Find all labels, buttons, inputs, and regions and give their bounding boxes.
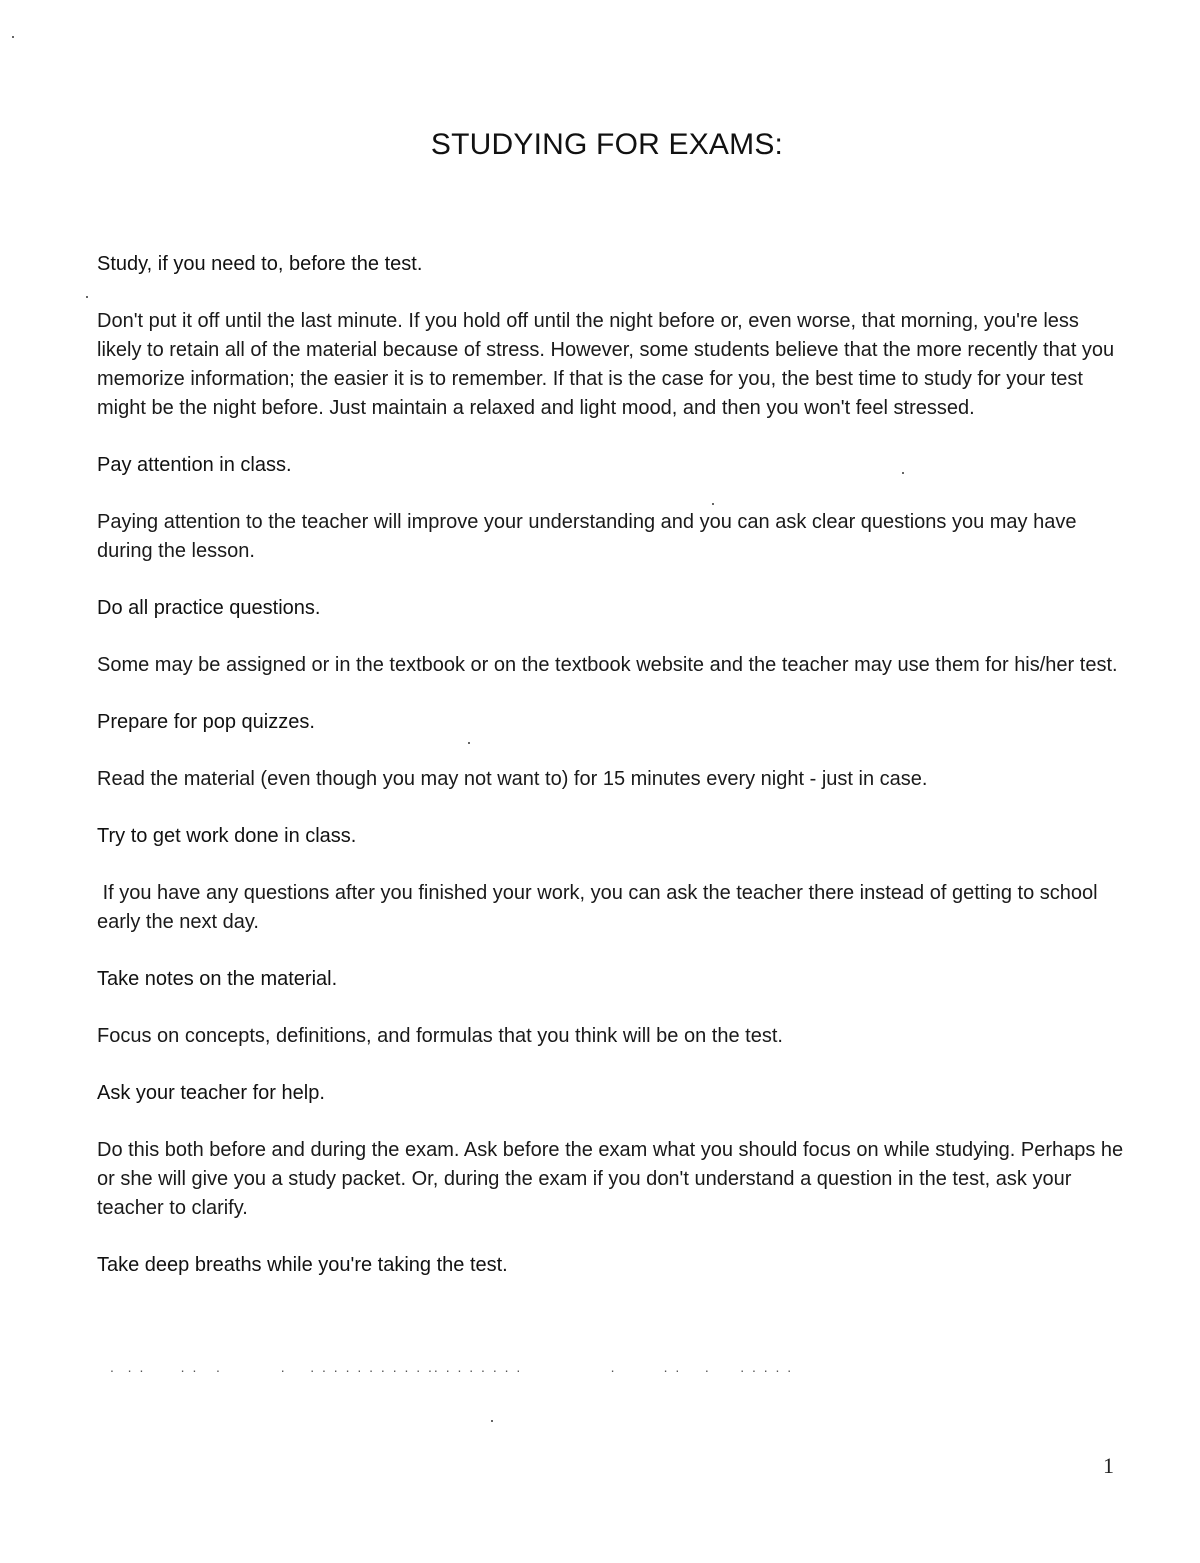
scan-noise-dots: . . . . . . . . . . . . . . . . . .. . . . . . . . . . . . . . . . .: [110, 1359, 794, 1375]
document-title: STUDYING FOR EXAMS:: [430, 128, 784, 161]
section-body: Do this both before and during the exam. Ask before the exam what you should focus on while studying. Perhaps he or she will give you a study packet. Or, during the exam if you don't understand a question in the test, ask your teacher to clarify.: [97, 1139, 1124, 1219]
section-heading: Take notes on the material.: [97, 968, 338, 990]
document-body: [97, 250, 1127, 1308]
section-heading: Ask your teacher for help.: [97, 1082, 325, 1104]
section-heading: Take deep breaths while you're taking the test.: [97, 1254, 508, 1276]
section-body: Focus on concepts, definitions, and formulas that you think will be on the test.: [97, 1025, 783, 1047]
section-heading: Prepare for pop quizzes.: [97, 711, 315, 733]
section-body: Paying attention to the teacher will improve your understanding and you can ask clear questions you may have during the lesson.: [97, 511, 1077, 562]
scan-speck: [468, 742, 470, 744]
section-heading: Study, if you need to, before the test.: [97, 253, 423, 275]
scan-speck: [86, 296, 88, 298]
section-body: Don't put it off until the last minute. If you hold off until the night before or, even worse, that morning, you're less likely to retain all of the material because of stress. However, some students believe that the more recently that you memorize information; the easier it is to remember. If that is the case for you, the best time to study for your test might be the night before. Just maintain a relaxed and light mood, and then you won't feel stressed.: [97, 310, 1115, 419]
scan-speck: [712, 503, 714, 505]
section-body: Read the material (even though you may not want to) for 15 minutes every night - just in case.: [97, 768, 928, 790]
section-body: Some may be assigned or in the textbook or on the textbook website and the teacher may use them for his/her test.: [97, 654, 1118, 676]
scan-speck: [12, 36, 14, 38]
scan-speck: [491, 1420, 493, 1422]
section-heading: Do all practice questions.: [97, 597, 321, 619]
page-number: 1: [1103, 1453, 1114, 1478]
section-heading: Try to get work done in class.: [97, 825, 357, 847]
scan-speck: [902, 472, 904, 474]
section-heading: Pay attention in class.: [97, 454, 292, 476]
section-body: If you have any questions after you finished your work, you can ask the teacher there instead of getting to school early the next day.: [97, 882, 1104, 933]
